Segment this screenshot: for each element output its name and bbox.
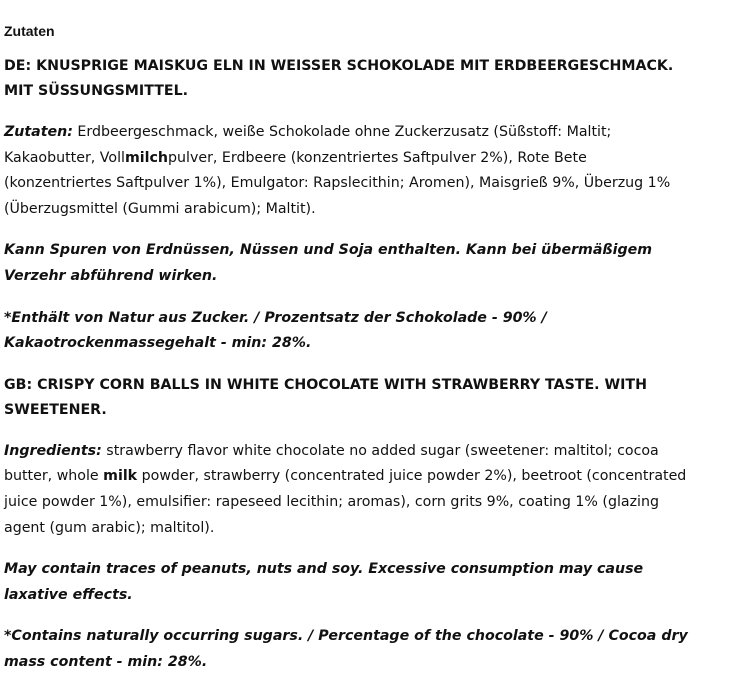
gb-allergy-warning: May contain traces of peanuts, nuts and soy. Excessive consumption may cause laxative effects. [4, 561, 644, 603]
gb-ingredients [4, 439, 694, 541]
ingredients-document [4, 0, 694, 676]
de-allergy-warning: Kann Spuren von Erdnüssen, Nüssen und Soja enthalten. Kann bei übermäßigem Verzehr abführend wirken. [4, 242, 653, 284]
de-ingredients-text-2: pulver, Erdbeere (konzentriertes Saftpulver 2%), Rote Bete (konzentriertes Saftpulver 1%), Emulgator: Rapslecithin; Aromen), Maisgrieß 9%, Überzug 1% (Überzugsmittel (Gummi arabicum); Maltit). [4, 149, 671, 217]
de-ingredients-text-1: Erdbeergeschmack, weiße Schokolade ohne Zuckerzusatz (Süßstoff: Maltit; Kakaobutter, Voll [4, 124, 612, 166]
de-allergen-milk: milch [124, 149, 168, 166]
gb-title [4, 373, 694, 423]
gb-ingredients-text-2: powder, strawberry (concentrated juice powder 2%), beetroot (concentrated juice powder 1%), emulsifier: rapeseed lecithin; aromas), corn grits 9%, coating 1% (glazing agent (gum arabic); maltitol). [4, 468, 687, 536]
gb-ingredients-text-1: strawberry flavor white chocolate no added sugar (sweetener: maltitol; cocoa butter, whole [4, 442, 659, 485]
gb-allergen-milk: milk [103, 468, 138, 485]
de-ingredients-label: Zutaten: [4, 124, 73, 140]
de-title [4, 54, 694, 104]
gb-title-line1: GB: CRISPY CORN BALLS IN WHITE CHOCOLATE WITH STRAWBERRY TASTE. WITH [4, 376, 647, 393]
de-sugar-note: *Enthält von Natur aus Zucker. / Prozentsatz der Schokolade - 90% / Kakaotrockenmassegehalt - min: 28%. [4, 309, 547, 352]
de-ingredients [4, 120, 694, 222]
gb-sugar-note: *Contains naturally occurring sugars. / Percentage of the chocolate - 90% / Cocoa dry mass content - min: 28%. [4, 628, 688, 670]
de-title-line2: MIT SÜSSUNGSMITTEL. [4, 83, 189, 99]
gb-ingredients-label: Ingredients: [4, 442, 102, 459]
page-heading: Zutaten [4, 23, 55, 39]
de-title-line1: DE: KNUSPRIGE MAISKUG ELN IN WEISSER SCHOKOLADE MIT ERDBEERGESCHMACK. [4, 58, 674, 74]
gb-title-line2: SWEETENER. [4, 401, 107, 418]
